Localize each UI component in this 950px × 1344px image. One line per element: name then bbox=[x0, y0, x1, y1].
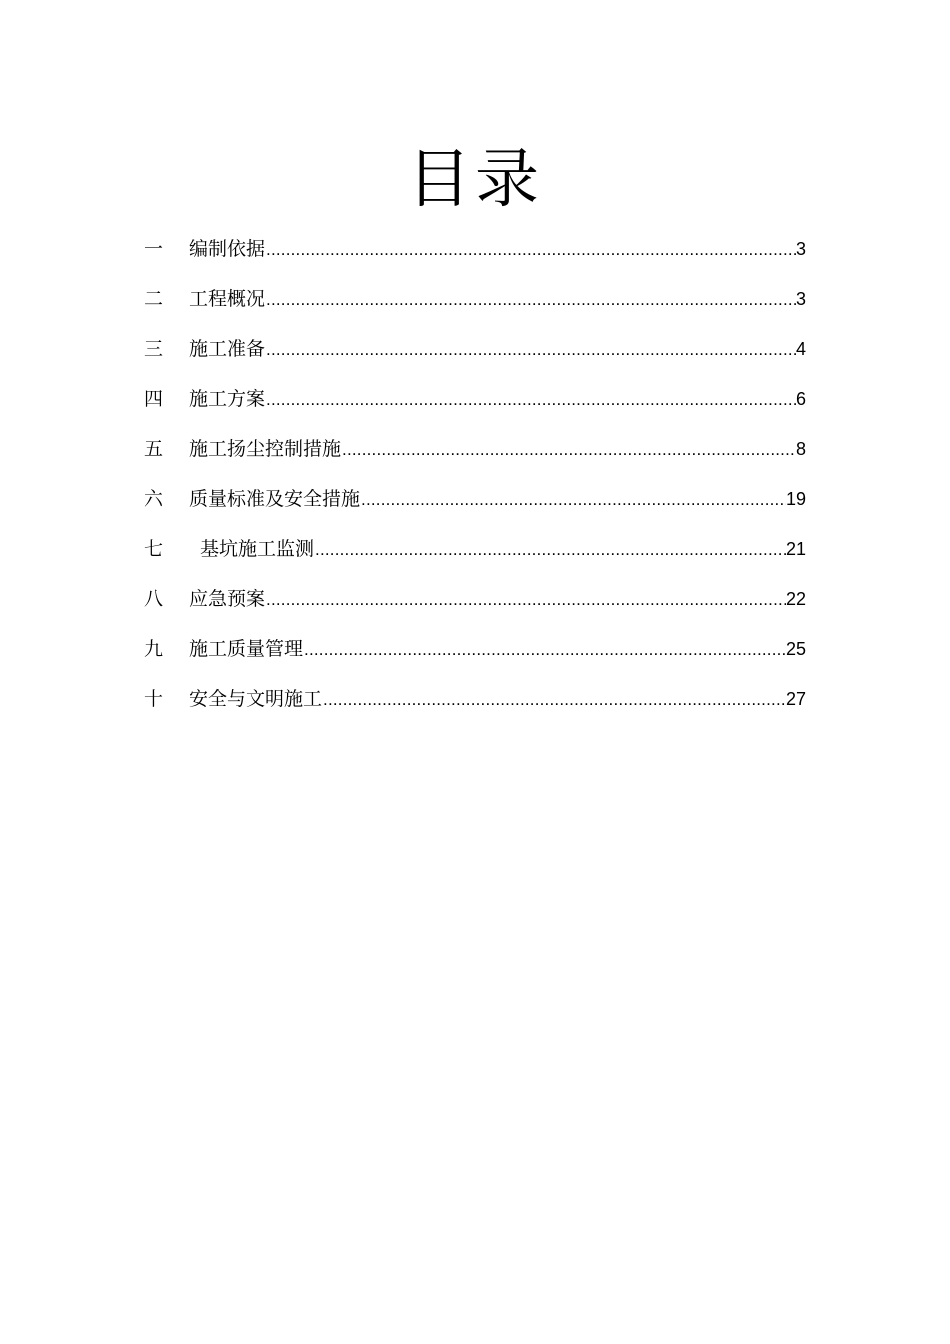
toc-entry-4[interactable] bbox=[144, 376, 806, 426]
toc-dot-leader bbox=[322, 677, 786, 723]
toc-entry-title: 基坑施工监测 bbox=[200, 538, 315, 560]
toc-entry-title: 施工方案 bbox=[189, 388, 266, 410]
toc-entry-page: 3 bbox=[795, 239, 806, 259]
toc-entry-title: 质量标准及安全措施 bbox=[189, 488, 361, 510]
toc-dot-leader bbox=[265, 277, 796, 323]
toc-entry-2[interactable] bbox=[144, 276, 806, 326]
toc-entry-title: 施工扬尘控制措施 bbox=[189, 438, 342, 460]
toc-entry-title: 施工质量管理 bbox=[189, 638, 304, 660]
toc-entry-5[interactable] bbox=[144, 426, 806, 476]
toc-entry-number: 八 bbox=[144, 588, 164, 610]
toc-dot-leader bbox=[265, 577, 786, 623]
toc-entry-page: 4 bbox=[795, 339, 806, 359]
toc-dot-leader bbox=[360, 477, 786, 523]
toc-entry-3[interactable] bbox=[144, 326, 806, 376]
toc-entry-page: 25 bbox=[785, 639, 806, 659]
toc-entry-page: 19 bbox=[785, 489, 806, 509]
toc-entry-number: 五 bbox=[144, 438, 164, 460]
toc-dot-leader bbox=[303, 627, 786, 673]
toc-entry-6[interactable] bbox=[144, 476, 806, 526]
toc-entry-number: 十 bbox=[144, 688, 164, 710]
toc-entry-10[interactable] bbox=[144, 676, 806, 726]
toc-dot-leader bbox=[265, 377, 796, 423]
toc-entry-number: 七 bbox=[144, 538, 164, 560]
toc-entry-page: 8 bbox=[795, 439, 806, 459]
toc-entry-title: 工程概况 bbox=[189, 288, 266, 310]
toc-entry-page: 21 bbox=[785, 539, 806, 559]
toc-dot-leader bbox=[314, 527, 786, 573]
toc-dot-leader bbox=[341, 427, 796, 473]
toc-entry-number: 二 bbox=[144, 288, 164, 310]
toc-entry-9[interactable] bbox=[144, 626, 806, 676]
toc-entry-title: 施工准备 bbox=[189, 338, 266, 360]
toc-entry-7[interactable] bbox=[144, 526, 806, 576]
toc-dot-leader bbox=[265, 227, 796, 273]
toc-dot-leader bbox=[265, 327, 796, 373]
toc-entry-number: 六 bbox=[144, 488, 164, 510]
toc-entry-8[interactable] bbox=[144, 576, 806, 626]
toc-entry-title: 编制依据 bbox=[189, 238, 266, 260]
toc-title: 目录 bbox=[407, 143, 543, 217]
toc-entry-page: 22 bbox=[785, 589, 806, 609]
toc-entry-1[interactable] bbox=[144, 226, 806, 276]
toc-entry-title: 安全与文明施工 bbox=[189, 688, 323, 710]
toc-entry-page: 3 bbox=[795, 289, 806, 309]
toc-entry-page: 27 bbox=[785, 689, 806, 709]
toc-entry-number: 九 bbox=[144, 638, 164, 660]
toc-list bbox=[144, 226, 806, 726]
toc-entry-number: 四 bbox=[144, 388, 164, 410]
toc-entry-page: 6 bbox=[795, 389, 806, 409]
toc-entry-number: 三 bbox=[144, 338, 164, 360]
toc-entry-number: 一 bbox=[144, 238, 164, 260]
toc-entry-title: 应急预案 bbox=[189, 588, 266, 610]
